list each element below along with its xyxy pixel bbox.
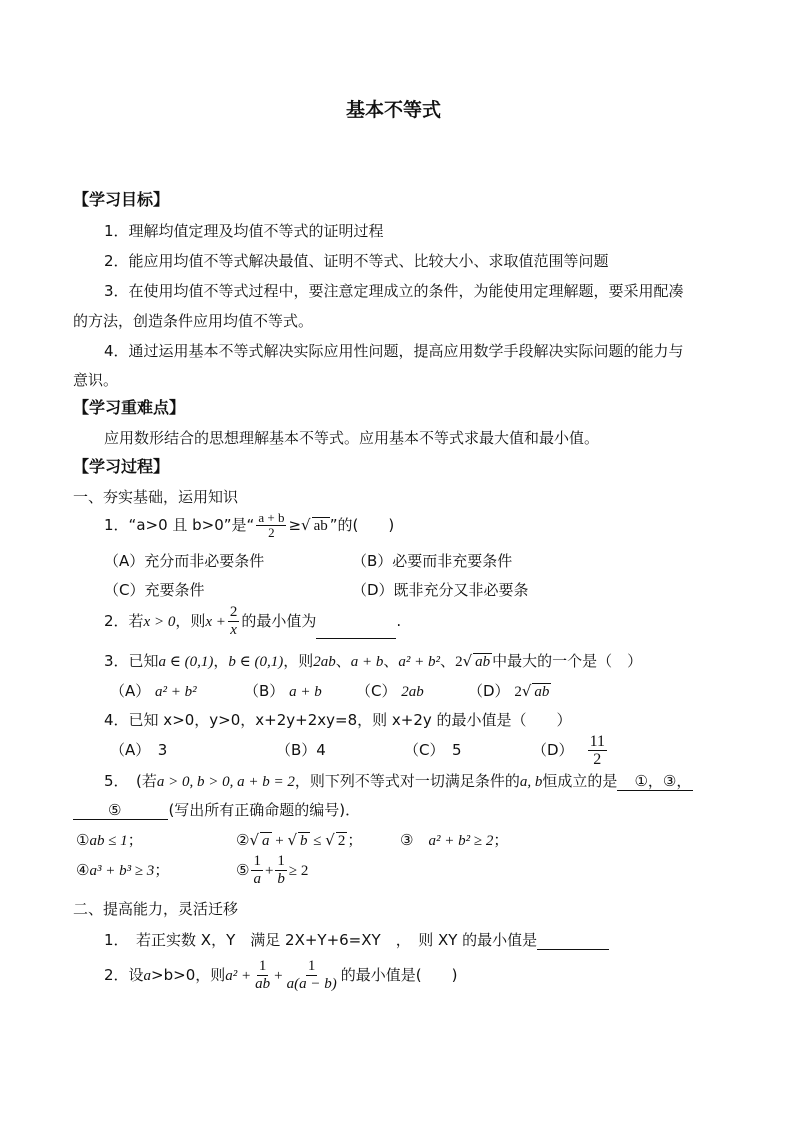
- p2q2-expr-1: a² +: [225, 968, 252, 984]
- q4-option-d-fraction: [588, 733, 607, 768]
- q5-suffix: 恒成立的是: [542, 772, 618, 790]
- q5-s3-mark: ③: [400, 831, 414, 849]
- keypoints-text: 应用数形结合的思想理解基本不等式。应用基本不等式求最大值和最小值。: [104, 429, 600, 447]
- objective-3-cont: 的方法，创造条件应用均值不等式。: [73, 312, 314, 330]
- q1-fraction: [256, 511, 286, 540]
- q5-s5-den-1: a: [253, 871, 261, 887]
- q5-statement-5: [236, 852, 308, 889]
- q2-cond: x > 0: [143, 614, 176, 630]
- q5-s5-den-2: b: [277, 871, 285, 887]
- keypoints-heading: 【学习重难点】: [73, 398, 186, 417]
- q5-statement-1: [76, 830, 143, 851]
- q5-s5-frac-1: [251, 853, 263, 888]
- q3-option-d-arg: ab: [534, 684, 550, 700]
- q3-option-c: [356, 681, 424, 702]
- q2-end: .: [396, 612, 402, 630]
- q5-s4-mark: ④: [76, 861, 90, 879]
- q3-sep: ，: [213, 652, 229, 670]
- q3-expr-2: a + b: [350, 654, 384, 670]
- q3-expr-4-radical: √: [462, 652, 473, 670]
- q4-option-d-label: （D）: [532, 741, 574, 759]
- q2-answer-blank[interactable]: [316, 622, 396, 639]
- q5-s5-frac-2: [275, 853, 287, 888]
- q4-option-b: （B）4: [276, 741, 326, 759]
- q1-sqrt-arg: ab: [313, 518, 328, 534]
- q3-expr-4-coef: 2: [455, 654, 463, 670]
- question-5: [104, 771, 693, 792]
- p2q2-prefix: 2．设: [104, 966, 144, 984]
- question-4: 4．已知 x>0，y>0，x+2y+2xy=8，则 x+2y 的最小值是（ ）: [104, 711, 572, 729]
- q3-expr-1: 2ab: [313, 654, 336, 670]
- q5-statement-4: [76, 860, 169, 881]
- q2-expr: x +: [205, 614, 226, 630]
- q3-cond1: a ∈ (0,1): [158, 654, 214, 670]
- q5-statement-3: [400, 830, 508, 851]
- q3-option-b: [244, 681, 322, 702]
- p2q2-frac-1-den: ab: [255, 976, 271, 992]
- q5-s1-end: ；: [127, 831, 143, 849]
- q5-s2-end: ；: [347, 831, 363, 849]
- q2-suffix: 的最小值为: [241, 612, 317, 630]
- q2-fraction: [228, 604, 240, 639]
- q5-s5-plus: +: [264, 863, 274, 879]
- objective-2: 2．能应用均值不等式解决最值、证明不等式、比较大小、求取值范围等问题: [104, 252, 609, 270]
- q3-option-b-expr: a + b: [289, 684, 322, 700]
- q3-option-b-label: （B）: [244, 682, 285, 700]
- q3-expr-4-arg: ab: [475, 654, 491, 670]
- q3-prefix: 3．已知: [104, 652, 159, 670]
- q4-option-c: （C） 5: [404, 741, 462, 759]
- q5-prefix: 5． (若: [104, 772, 157, 790]
- objective-4-cont: 意识。: [73, 371, 119, 389]
- q1-frac-num: a + b: [258, 510, 285, 525]
- q5-mid: ，则下列不等式对一切满足条件的: [294, 772, 520, 790]
- q4-option-d-den: 2: [593, 751, 602, 768]
- q2-frac-num: 2: [229, 604, 238, 620]
- part2-question-1: [104, 930, 609, 950]
- question-1: [104, 510, 394, 540]
- q5-s2-mark: ②: [236, 831, 250, 849]
- q5-answer-part1: ①，③，: [619, 772, 692, 790]
- q5-s2-radical-b: √: [287, 831, 298, 849]
- part2-heading: 二、提高能力，灵活迁移: [73, 900, 239, 918]
- q1-option-a: （A）充分而非必要条件: [104, 552, 265, 570]
- q5-statement-2: [236, 830, 362, 851]
- q5-s2-radical-a: √: [249, 831, 260, 849]
- process-heading: 【学习过程】: [73, 457, 170, 476]
- q2-mid: ，则: [175, 612, 206, 630]
- q3-option-d-label: （D）: [468, 682, 510, 700]
- q5-line-2: [73, 800, 360, 820]
- objective-1: 1．理解均值定理及均值不等式的证明过程: [104, 222, 384, 240]
- q5-s1-expr: ab ≤ 1: [89, 833, 128, 849]
- q5-s5-mark: ⑤: [236, 861, 250, 879]
- q3-delim-3: 、: [440, 652, 456, 670]
- q1-option-c: （C）充要条件: [104, 581, 205, 599]
- page-title: 基本不等式: [346, 99, 442, 121]
- q5-s3-expr: a² + b² ≥ 2: [428, 833, 494, 849]
- p2q1-answer-blank[interactable]: [537, 933, 609, 950]
- q3-option-d-coef: 2: [514, 684, 522, 700]
- q3-option-c-expr: 2ab: [401, 684, 424, 700]
- q5-condition: a > 0, b > 0, a + b = 2: [156, 774, 295, 790]
- part1-heading: 一、夯实基础，运用知识: [73, 488, 239, 506]
- q1-prefix: 1．“a>0 且 b>0”是“: [104, 516, 255, 534]
- question-3: [104, 651, 642, 672]
- q3-delim-2: 、: [383, 652, 399, 670]
- q3-mid: ，则: [283, 652, 314, 670]
- q5-vars: a, b: [519, 774, 543, 790]
- q3-delim-1: 、: [335, 652, 351, 670]
- objective-3: 3．在使用均值不等式过程中，要注意定理成立的条件，为能使用定理解题，要采用配凑: [104, 282, 684, 300]
- q3-suffix: 中最大的一个是（ ）: [492, 652, 643, 670]
- objective-4: 4．通过运用基本不等式解决实际应用性问题，提高应用数学手段解决实际问题的能力与: [104, 342, 684, 360]
- q4-option-a: （A） 3: [110, 741, 168, 759]
- q3-option-a: [110, 681, 197, 702]
- q1-ge: ≥: [288, 516, 302, 534]
- question-2: [104, 604, 401, 639]
- q3-option-d: [468, 681, 551, 702]
- p2q2-frac-2-num: 1: [307, 958, 316, 974]
- q5-s2-b: b: [300, 833, 308, 849]
- q2-prefix: 2．若: [104, 612, 144, 630]
- q4-option-d-num: 11: [589, 733, 605, 750]
- q5-s2-a: a: [262, 833, 270, 849]
- q1-frac-den: 2: [268, 525, 275, 540]
- p2q2-frac-2: [285, 958, 339, 993]
- p2q2-suffix: 的最小值是( ): [340, 966, 458, 984]
- q5-s2-c: 2: [337, 833, 346, 849]
- p2q2-plus: +: [274, 968, 283, 984]
- p2q2-cond: a: [143, 968, 152, 984]
- q5-s5-num-1: 1: [253, 853, 261, 869]
- q5-s2-le: ≤: [309, 833, 326, 849]
- q5-s5-num-2: 1: [277, 853, 285, 869]
- q3-cond2: b ∈ (0,1): [228, 654, 284, 670]
- p2q1-text: 1． 若正实数 X，Y 满足 2X+Y+6=XY ， 则 XY 的最小值是: [104, 931, 538, 949]
- q3-expr-3: a² + b²: [398, 654, 441, 670]
- q5-s3-end: ；: [493, 831, 509, 849]
- q1-radical: √: [301, 516, 311, 534]
- p2q2-frac-1: [253, 958, 272, 993]
- q3-option-a-expr: a² + b²: [155, 684, 197, 700]
- p2q2-cond2: >b>0，则: [151, 966, 226, 984]
- q5-suffix-2: (写出所有正确命题的编号)．: [168, 801, 361, 819]
- q3-option-c-label: （C）: [356, 682, 397, 700]
- q4-option-d: [532, 731, 609, 769]
- q5-s2-radical-c: √: [325, 831, 335, 849]
- q1-suffix: ”的( ): [329, 516, 395, 534]
- q5-s2-plus: +: [271, 833, 288, 849]
- q5-s1-mark: ①: [76, 831, 90, 849]
- q5-s5-ge: ≥ 2: [288, 863, 309, 879]
- q5-s4-end: ；: [154, 861, 170, 879]
- part2-question-2: [104, 955, 457, 996]
- q5-s4-expr: a³ + b³ ≥ 3: [89, 863, 155, 879]
- q1-option-d: （D）既非充分又非必要条: [352, 581, 529, 599]
- q3-option-a-label: （A）: [110, 682, 151, 700]
- p2q2-frac-2-den: a(a − b): [286, 976, 337, 992]
- q1-option-b: （B）必要而非充要条件: [352, 552, 513, 570]
- q2-frac-den: x: [230, 622, 237, 638]
- q3-option-d-radical: √: [521, 682, 532, 700]
- objectives-heading: 【学习目标】: [73, 190, 170, 209]
- p2q2-frac-1-num: 1: [258, 958, 267, 974]
- q5-answer-part2: ⑤: [73, 801, 168, 820]
